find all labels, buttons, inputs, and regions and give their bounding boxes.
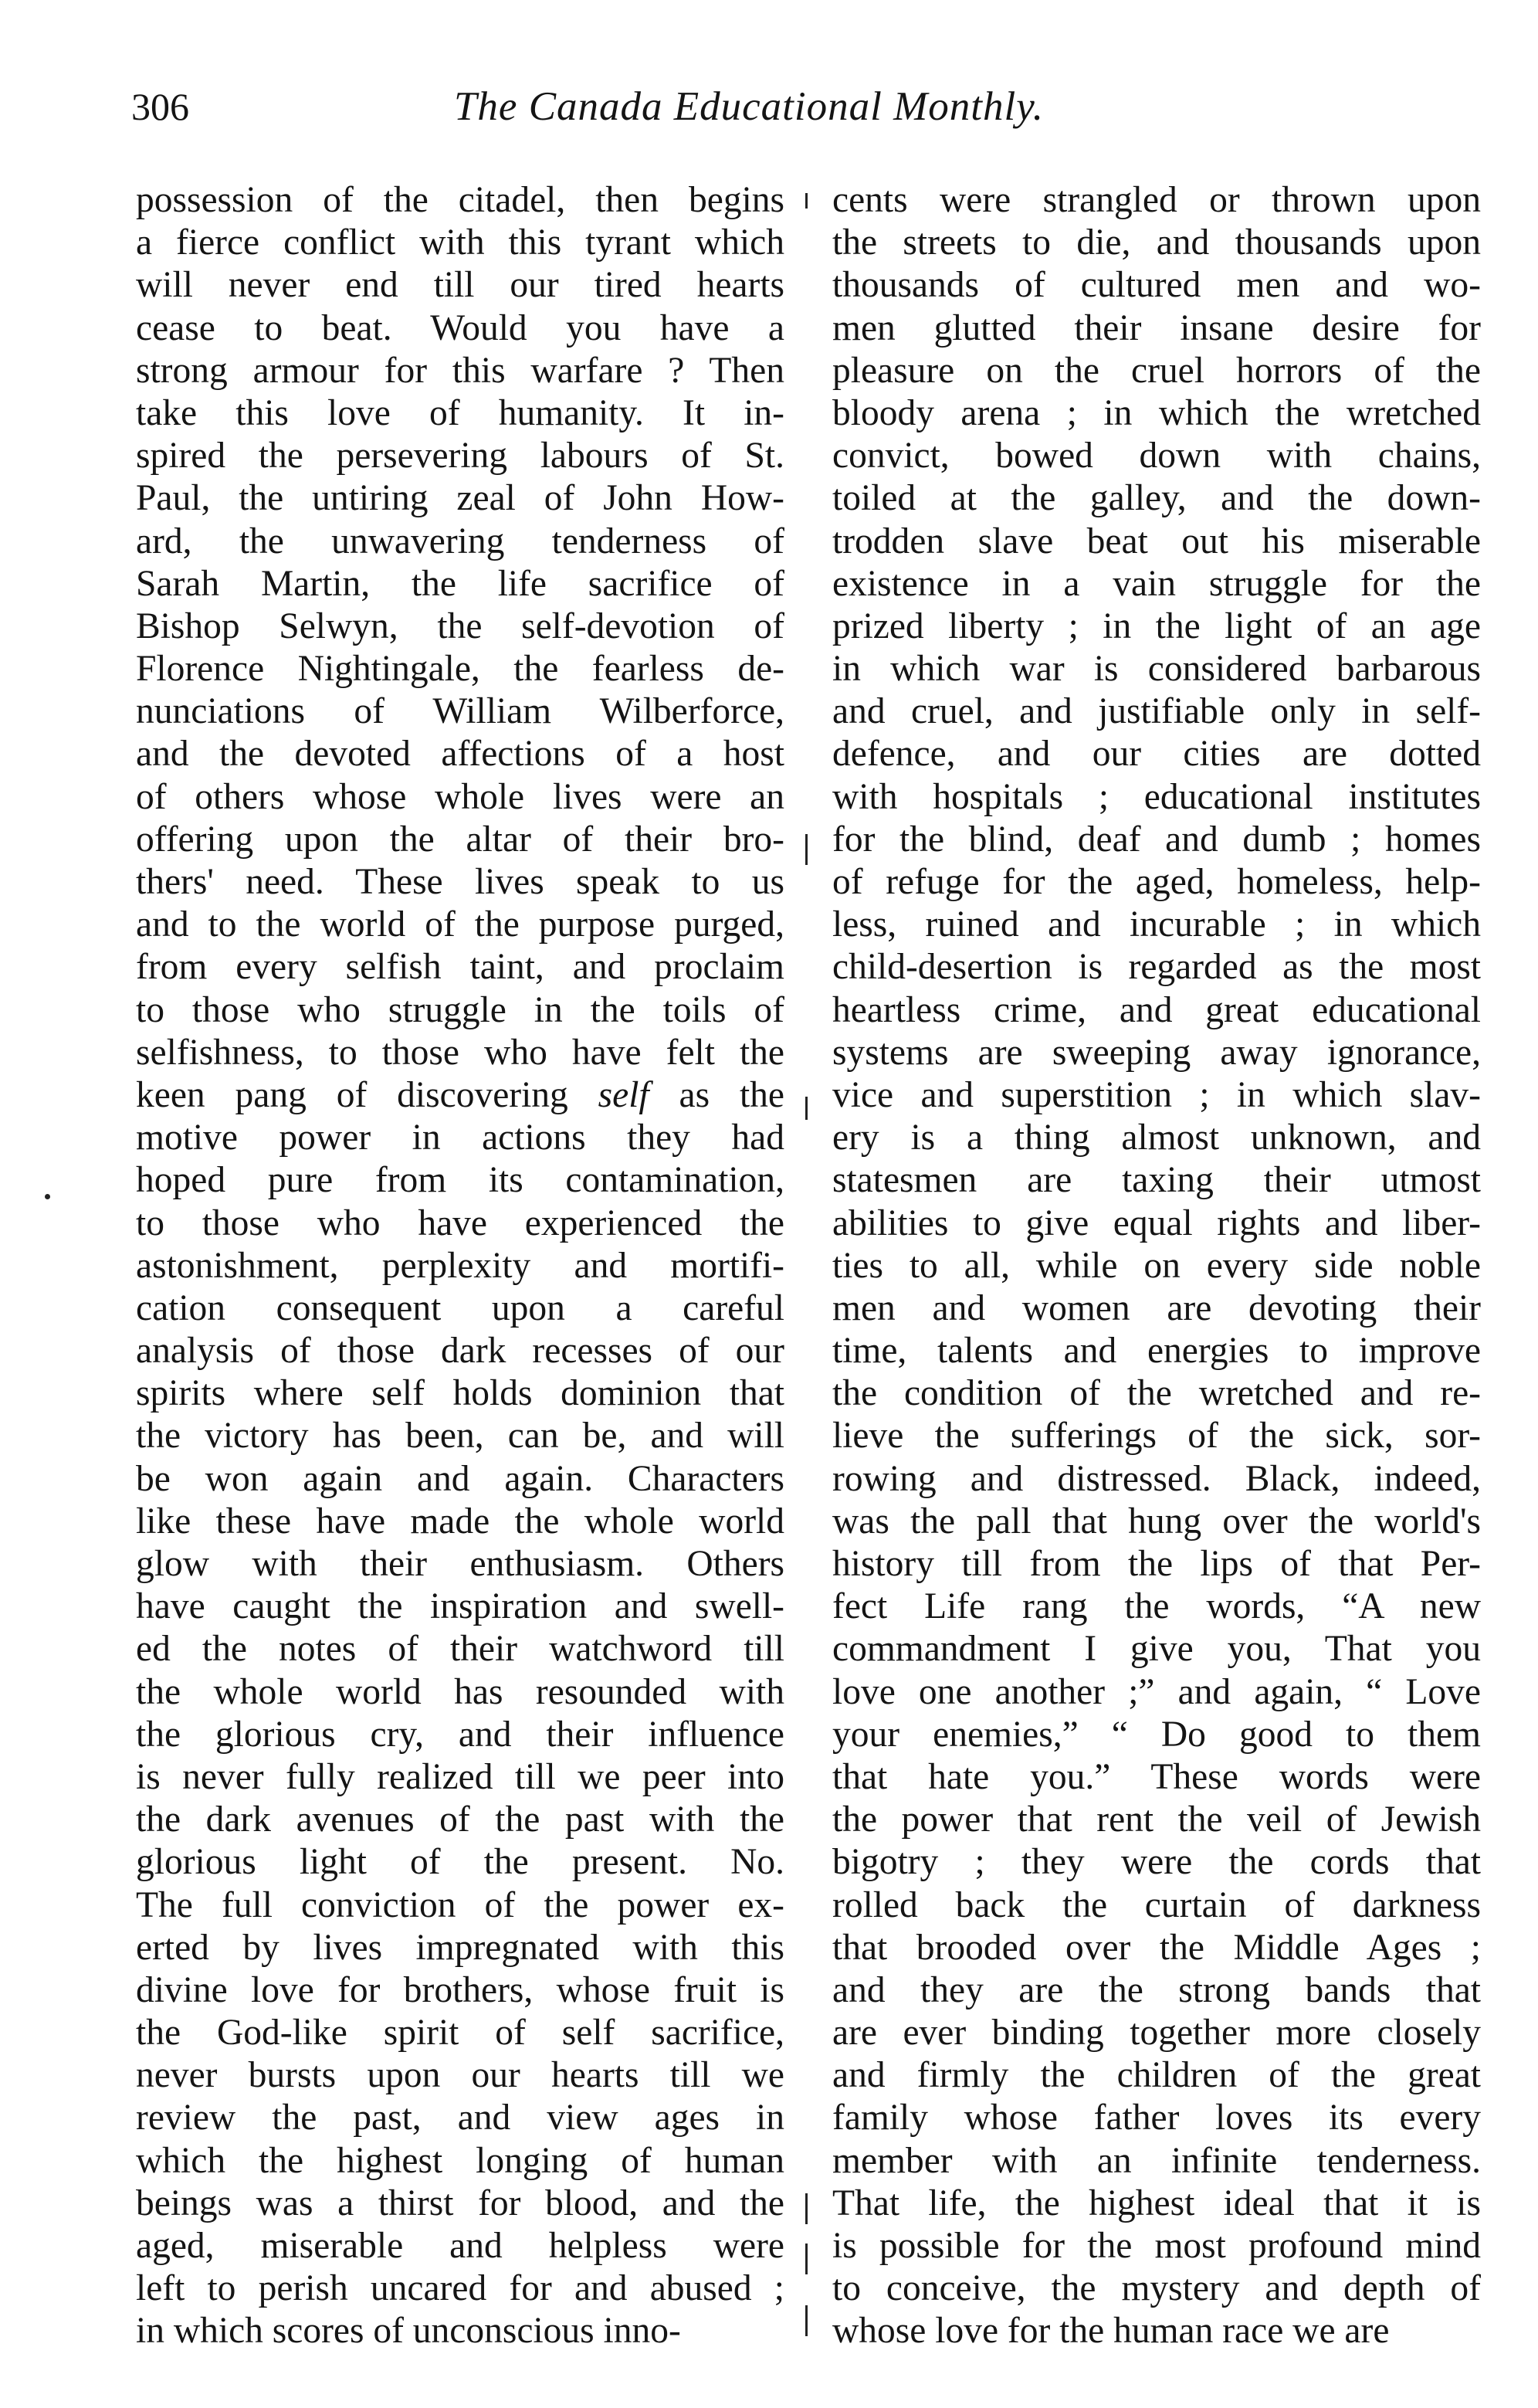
text-line: toiled at the galley, and the down-	[832, 478, 1481, 519]
text-line: motive power in actions they had	[136, 1118, 784, 1158]
text-line: The full conviction of the power ex-	[136, 1884, 784, 1925]
column-rule-mark	[805, 834, 808, 865]
text-line: commandment I give you, That you	[832, 1629, 1481, 1670]
text-line: in which war is considered barbarous	[832, 649, 1481, 690]
text-line: are ever binding together more closely	[832, 2013, 1481, 2054]
text-line: take this love of humanity. It in-	[136, 392, 784, 433]
text-line: the power that rent the veil of Jewish	[832, 1799, 1481, 1840]
text-line: cease to beat. Would you have a	[136, 307, 784, 348]
text-line: analysis of those dark recesses of our	[136, 1331, 784, 1372]
text-line: that hate you.” These words were	[832, 1756, 1481, 1797]
italic-word: self	[598, 1074, 649, 1115]
text-line: cation consequent upon a careful	[136, 1287, 784, 1328]
text-line: men glutted their insane desire for	[832, 307, 1481, 348]
text-line: the victory has been, can be, and will	[136, 1416, 784, 1457]
text-line: to those who have experienced the	[136, 1202, 784, 1243]
text-line: and the devoted affections of a host	[136, 734, 784, 775]
text-line: ard, the unwavering tenderness of	[136, 521, 784, 561]
text-line: review the past, and view ages in	[136, 2098, 784, 2138]
text-line: glow with their enthusiasm. Others	[136, 1544, 784, 1584]
text-line: thousands of cultured men and wo-	[832, 265, 1481, 306]
text-line: nunciations of William Wilberforce,	[136, 691, 784, 732]
text-line: spirits where self holds dominion that	[136, 1373, 784, 1414]
text-line: aged, miserable and helpless were	[136, 2226, 784, 2266]
text-line: convict, bowed down with chains,	[832, 436, 1481, 477]
text-line: lieve the sufferings of the sick, sor-	[832, 1416, 1481, 1457]
text-line: ery is a thing almost unknown, and	[832, 1118, 1481, 1158]
text-line: bigotry ; they were the cords that	[832, 1842, 1481, 1883]
left-text-column	[136, 179, 784, 2353]
text-line: with hospitals ; educational institutes	[832, 776, 1481, 817]
text-line: time, talents and energies to improve	[832, 1331, 1481, 1372]
text-line: trodden slave beat out his miserable	[832, 521, 1481, 561]
text-line: to conceive, the mystery and depth of	[832, 2268, 1481, 2309]
text-line: a fierce conflict with this tyrant which	[136, 222, 784, 263]
text-line: like these have made the whole world	[136, 1501, 784, 1541]
running-title: The Canada Educational Monthly.	[453, 84, 1045, 129]
text-line: love one another ;” and again, “ Love	[832, 1671, 1481, 1712]
column-rule-mark	[805, 2244, 808, 2274]
text-line: of refuge for the aged, homeless, help-	[832, 862, 1481, 902]
right-text-column	[832, 179, 1481, 2353]
text-line: rowing and distressed. Black, indeed,	[832, 1458, 1481, 1499]
text-line: beings was a thirst for blood, and the	[136, 2182, 784, 2223]
column-rule-mark	[805, 1097, 808, 1120]
text-line: the God-like spirit of self sacrifice,	[136, 2013, 784, 2054]
text-line: keen pang of discovering self as the	[136, 1074, 784, 1115]
text-line: men and women are devoting their	[832, 1287, 1481, 1328]
text-line: from every selfish taint, and proclaim	[136, 947, 784, 988]
text-line: of others whose whole lives were an	[136, 776, 784, 817]
text-line: possession of the citadel, then begins	[136, 180, 784, 220]
text-line: erted by lives impregnated with this	[136, 1927, 784, 1968]
text-line: the whole world has resounded with	[136, 1671, 784, 1712]
text-line: in which scores of unconscious inno-	[136, 2311, 681, 2352]
text-line: your enemies,” “ Do good to them	[832, 1714, 1481, 1755]
text-line: Sarah Martin, the life sacrifice of	[136, 563, 784, 604]
text-line: thers' need. These lives speak to us	[136, 862, 784, 902]
text-line: whose love for the human race we are	[832, 2311, 1390, 2352]
text-line: the condition of the wretched and re-	[832, 1373, 1481, 1414]
text-line: offering upon the altar of their bro-	[136, 819, 784, 860]
text-line: bloody arena ; in which the wretched	[832, 392, 1481, 433]
text-line: was the pall that hung over the world's	[832, 1501, 1481, 1541]
text-line: spired the persevering labours of St.	[136, 436, 784, 477]
text-line: ties to all, while on every side noble	[832, 1245, 1481, 1286]
ink-speck	[45, 1194, 50, 1199]
page-number: 306	[131, 85, 189, 128]
text-line: rolled back the curtain of darkness	[832, 1884, 1481, 1925]
text-line: hoped pure from its contamination,	[136, 1160, 784, 1201]
text-line: child-desertion is regarded as the most	[832, 947, 1481, 988]
text-line: strong armour for this warfare ? Then	[136, 350, 784, 391]
text-line: left to perish uncared for and abused ;	[136, 2268, 784, 2309]
text-line: is possible for the most profound mind	[832, 2226, 1481, 2266]
text-line: which the highest longing of human	[136, 2140, 784, 2181]
text-line: ed the notes of their watchword till	[136, 1629, 784, 1670]
text-line: pleasure on the cruel horrors of the	[832, 350, 1481, 391]
text-line: heartless crime, and great educational	[832, 989, 1481, 1030]
text-line: family whose father loves its every	[832, 2098, 1481, 2138]
text-line: vice and superstition ; in which slav-	[832, 1074, 1481, 1115]
column-rule-mark	[805, 2305, 808, 2336]
text-line: divine love for brothers, whose fruit is	[136, 1969, 784, 2010]
text-line: That life, the highest ideal that it is	[832, 2182, 1481, 2223]
text-line: Paul, the untiring zeal of John How-	[136, 478, 784, 519]
text-line: is never fully realized till we peer into	[136, 1756, 784, 1797]
text-line: selfishness, to those who have felt the	[136, 1032, 784, 1073]
text-line: defence, and our cities are dotted	[832, 734, 1481, 775]
text-line: and to the world of the purpose purged,	[136, 904, 784, 945]
text-line: statesmen are taxing their utmost	[832, 1160, 1481, 1201]
text-line: the dark avenues of the past with the	[136, 1799, 784, 1840]
text-line: to those who struggle in the toils of	[136, 989, 784, 1030]
text-line: for the blind, deaf and dumb ; homes	[832, 819, 1481, 860]
text-line: history till from the lips of that Per-	[832, 1544, 1481, 1584]
text-line: prized liberty ; in the light of an age	[832, 605, 1481, 646]
text-line: the streets to die, and thousands upon	[832, 222, 1481, 263]
text-line: and cruel, and justifiable only in self-	[832, 691, 1481, 732]
text-line: the glorious cry, and their influence	[136, 1714, 784, 1755]
text-line: Florence Nightingale, the fearless de-	[136, 649, 784, 690]
text-line: glorious light of the present. No.	[136, 1842, 784, 1883]
column-rule-mark	[805, 193, 808, 209]
text-line: have caught the inspiration and swell-	[136, 1586, 784, 1627]
text-line: be won again and again. Characters	[136, 1458, 784, 1499]
text-line: abilities to give equal rights and liber-	[832, 1202, 1481, 1243]
page-header	[131, 83, 1367, 145]
text-line: less, ruined and incurable ; in which	[832, 904, 1481, 945]
text-line: and firmly the children of the great	[832, 2055, 1481, 2096]
text-line: member with an infinite tenderness.	[832, 2140, 1481, 2181]
text-line: and they are the strong bands that	[832, 1969, 1481, 2010]
text-line: astonishment, perplexity and mortifi-	[136, 1245, 784, 1286]
text-line: existence in a vain struggle for the	[832, 563, 1481, 604]
text-line: cents were strangled or thrown upon	[832, 180, 1481, 220]
column-rule-mark	[805, 2193, 808, 2224]
text-line: fect Life rang the words, “A new	[832, 1586, 1481, 1627]
text-line: that brooded over the Middle Ages ;	[832, 1927, 1481, 1968]
text-line: systems are sweeping away ignorance,	[832, 1032, 1481, 1073]
text-line: will never end till our tired hearts	[136, 265, 784, 306]
text-line: never bursts upon our hearts till we	[136, 2055, 784, 2096]
text-line: Bishop Selwyn, the self-devotion of	[136, 605, 784, 646]
